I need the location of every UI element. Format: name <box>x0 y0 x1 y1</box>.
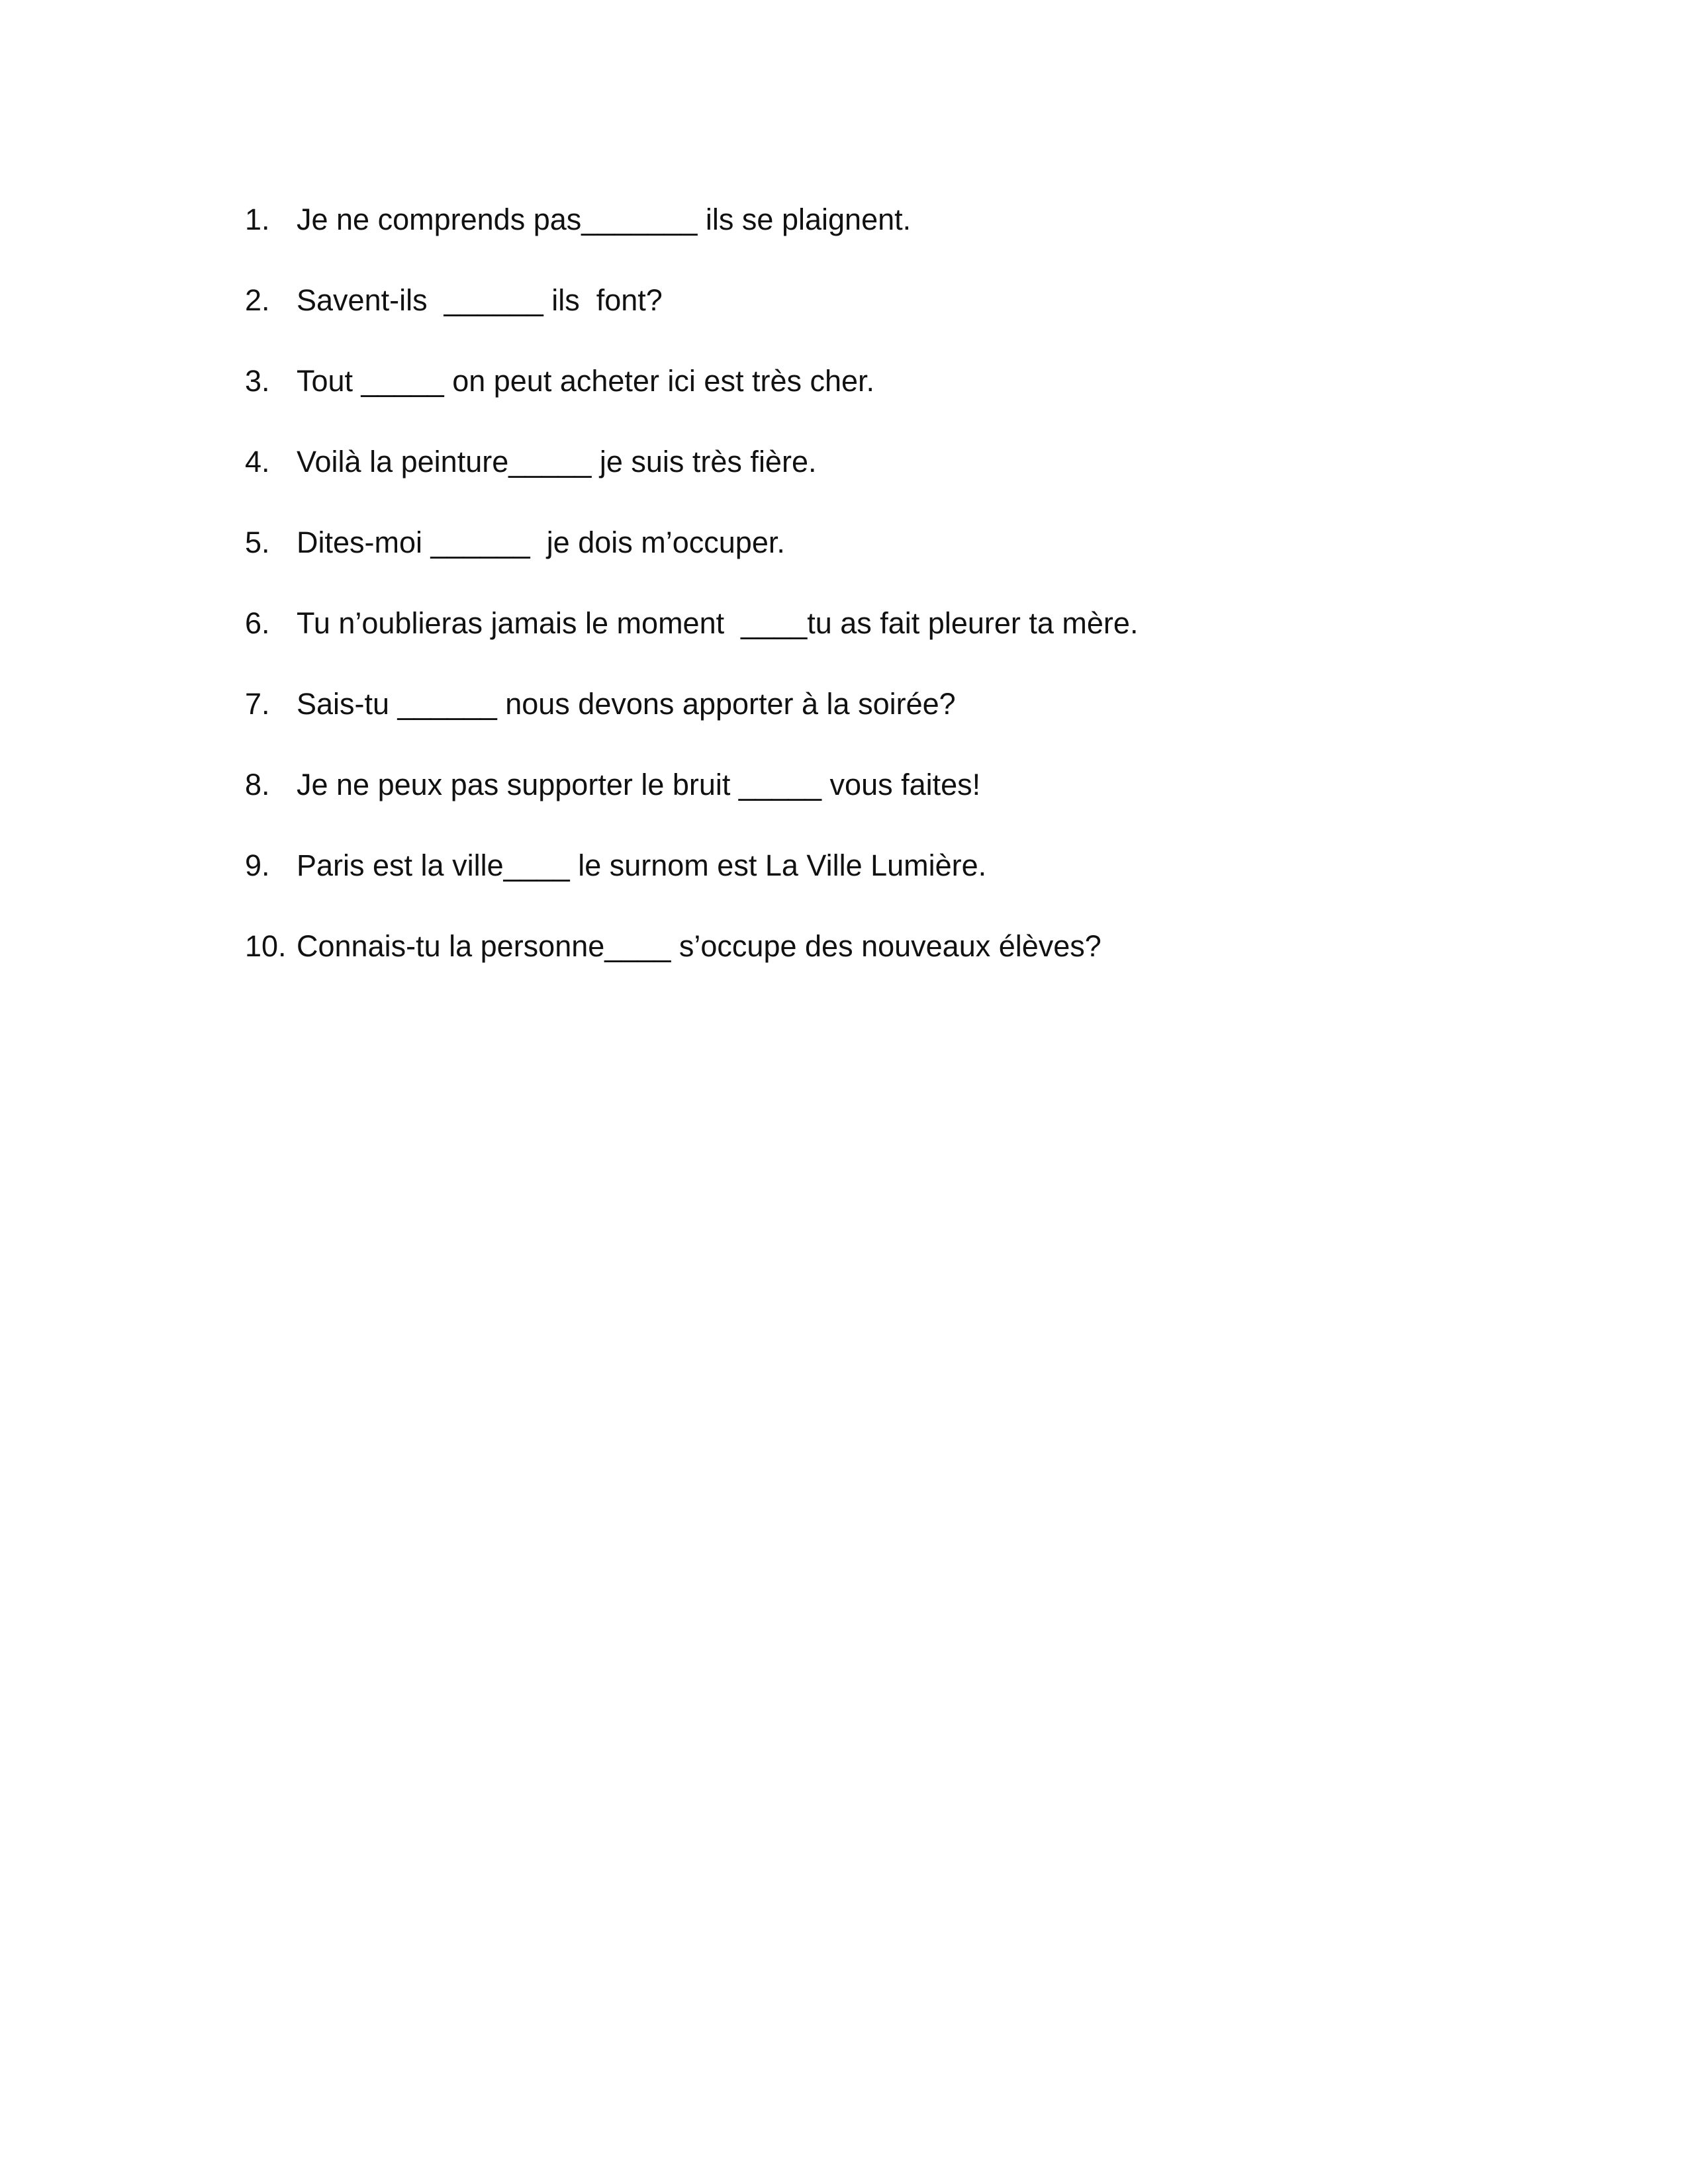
exercise-sentence: Je ne peux pas supporter le bruit _____ vous faites! <box>297 768 981 801</box>
exercise-sentence: Je ne comprends pas_______ ils se plaignent. <box>297 203 912 236</box>
exercise-item-9 <box>245 842 1503 923</box>
exercise-sentence: Tu n’oublieras jamais le moment ____tu as fait pleurer ta mère. <box>297 606 1139 640</box>
exercise-item-5 <box>245 519 1503 600</box>
exercise-item-10 <box>245 923 1503 1003</box>
exercise-sentence: Paris est la ville____ le surnom est La Ville Lumière. <box>297 848 987 882</box>
exercise-item-7 <box>245 680 1503 761</box>
exercise-number: 7. <box>245 687 270 721</box>
exercise-sentence: Sais-tu ______ nous devons apporter à la soirée? <box>297 687 956 721</box>
exercise-item-4 <box>245 438 1503 519</box>
exercise-number: 2. <box>245 283 270 317</box>
exercise-item-6 <box>245 600 1503 680</box>
exercise-sentence: Tout _____ on peut acheter ici est très cher. <box>297 364 875 398</box>
exercise-item-1 <box>245 196 1503 277</box>
exercise-number: 5. <box>245 525 270 559</box>
exercise-number: 6. <box>245 606 270 640</box>
exercise-item-8 <box>245 761 1503 842</box>
exercise-number: 10. <box>245 929 287 963</box>
exercise-number: 9. <box>245 848 270 882</box>
exercise-item-3 <box>245 357 1503 438</box>
exercise-sentence: Voilà la peinture_____ je suis très fière. <box>297 445 817 478</box>
exercise-sentence: Dites-moi ______ je dois m’occuper. <box>297 525 785 559</box>
exercise-number: 4. <box>245 445 270 478</box>
exercise-list <box>245 196 1503 1003</box>
exercise-number: 8. <box>245 768 270 801</box>
exercise-sentence: Connais-tu la personne____ s’occupe des nouveaux élèves? <box>297 929 1102 963</box>
exercise-sentence: Savent-ils ______ ils font? <box>297 283 663 317</box>
exercise-number: 3. <box>245 364 270 398</box>
exercise-item-2 <box>245 277 1503 357</box>
exercise-number: 1. <box>245 203 270 236</box>
